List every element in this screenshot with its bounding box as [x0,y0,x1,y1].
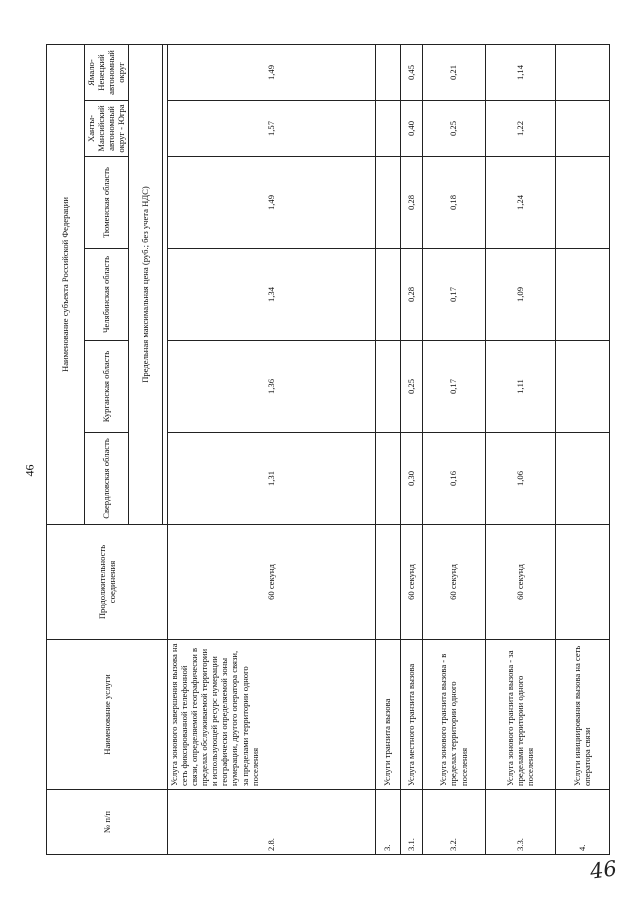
header-region-yanao: Ямало-Ненецкий автономный округ [85,45,129,101]
row-service: Услуги инициирования вызова на сеть оператора связи [555,640,609,790]
row-value-chelyabinsk: 1,34 [167,249,375,341]
row-value-sverdlovsk: 0,16 [422,433,485,525]
row-value-yanao [555,45,609,101]
row-duration: 60 секунд [167,525,375,640]
tariff-table [46,44,610,855]
row-value-yanao [375,45,400,101]
row-value-khmao: 0,25 [422,101,485,157]
row-service: Услуга зонового завершения вызова на сеть фиксированной телефонной связи, определяемой географически в пределах обслуживаемой территории и использующей ресурс нумерации географически определяемой зоны нумерации, другого оператора связи, за пределами территории одного поселения [167,640,375,790]
row-value-sverdlovsk [555,433,609,525]
header-region-khmao: Ханты-Мансийский автономный округ - Югра [85,101,129,157]
row-value-chelyabinsk [375,249,400,341]
header-service: Наименование услуги [47,640,168,790]
row-duration [555,525,609,640]
table-row [555,45,609,855]
header-region-kurgan: Курганская область [85,341,129,433]
row-duration: 60 секунд [485,525,555,640]
row-value-tyumen: 1,24 [485,157,555,249]
row-value-tyumen: 0,28 [400,157,422,249]
row-value-khmao: 1,57 [167,101,375,157]
row-num: 3. [375,790,400,855]
row-value-tyumen [375,157,400,249]
table-row [422,45,485,855]
row-value-chelyabinsk: 1,09 [485,249,555,341]
row-value-sverdlovsk: 1,06 [485,433,555,525]
row-num: 3.3. [485,790,555,855]
table-row [375,45,400,855]
row-value-khmao [375,101,400,157]
row-service: Услуга местного транзита вызова [400,640,422,790]
row-value-khmao [555,101,609,157]
row-value-kurgan: 1,36 [167,341,375,433]
row-service: Услуга зонового транзита вызова - за пределами территории одного поселения [485,640,555,790]
row-value-kurgan: 0,17 [422,341,485,433]
rotated-page-content [46,45,601,855]
row-value-yanao: 1,49 [167,45,375,101]
row-value-yanao: 0,45 [400,45,422,101]
row-num: 2.8. [167,790,375,855]
row-service: Услуги транзита вызова [375,640,400,790]
table-row [167,45,375,855]
row-value-yanao: 0,21 [422,45,485,101]
row-value-tyumen: 1,49 [167,157,375,249]
row-value-kurgan [555,341,609,433]
row-num: 3.2. [422,790,485,855]
header-subject-group: Наименование субъекта Российской Федерации [47,45,85,525]
row-value-khmao: 0,40 [400,101,422,157]
header-num: № п/п [47,790,168,855]
row-value-khmao: 1,22 [485,101,555,157]
header-region-tyumen: Тюменская область [85,157,129,249]
page-number: 46 [22,464,37,477]
row-value-chelyabinsk: 0,28 [400,249,422,341]
row-service: Услуга зонового транзита вызова - в пределах территории одного поселения [422,640,485,790]
row-value-chelyabinsk [555,249,609,341]
row-value-kurgan: 1,11 [485,341,555,433]
row-value-sverdlovsk [375,433,400,525]
row-duration: 60 секунд [422,525,485,640]
row-value-tyumen: 0,18 [422,157,485,249]
row-value-sverdlovsk: 0,30 [400,433,422,525]
header-duration: Продолжительность соединения [47,525,168,640]
row-value-yanao: 1,14 [485,45,555,101]
header-region-chelyabinsk: Челябинская область [85,249,129,341]
row-duration: 60 секунд [400,525,422,640]
handwritten-page-mark: 46 [588,856,619,884]
row-value-chelyabinsk: 0,17 [422,249,485,341]
table-row [485,45,555,855]
row-duration [375,525,400,640]
header-region-sverdlovsk: Свердловская область [85,433,129,525]
row-value-kurgan: 0,25 [400,341,422,433]
row-value-sverdlovsk: 1,31 [167,433,375,525]
row-num: 3.1. [400,790,422,855]
row-value-tyumen [555,157,609,249]
row-value-kurgan [375,341,400,433]
table-row [400,45,422,855]
row-num: 4. [555,790,609,855]
header-price-caption: Предельная максимальная цена (руб.; без учета НДС) [128,45,162,525]
